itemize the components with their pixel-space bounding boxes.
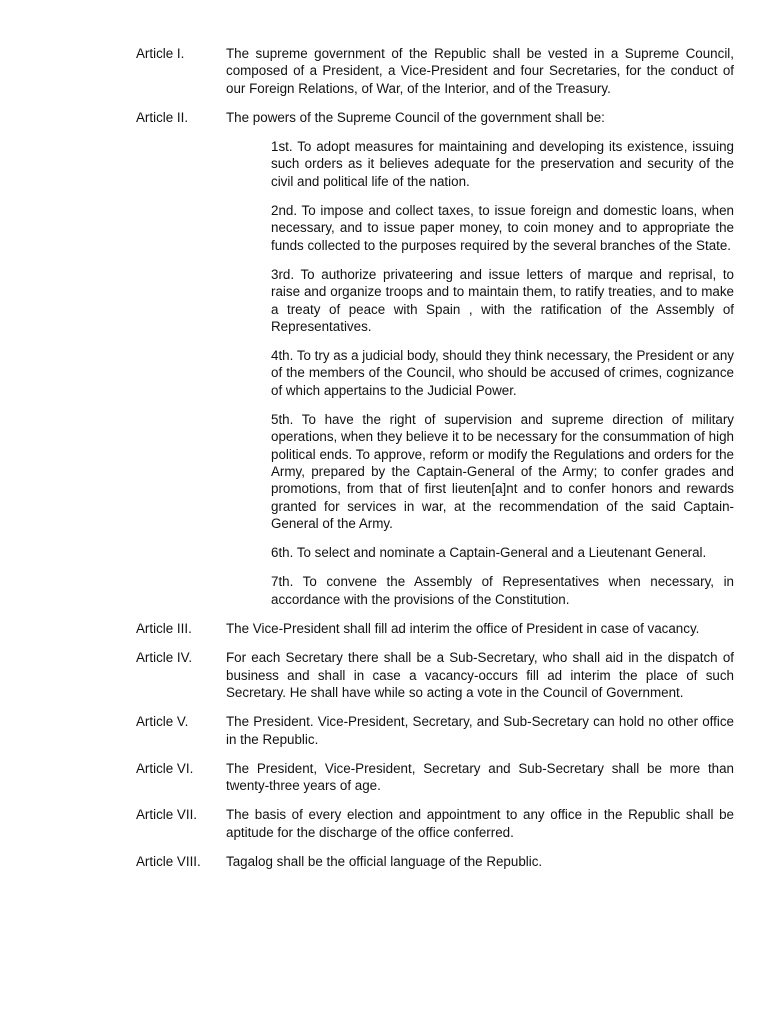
article-6 bbox=[136, 760, 734, 795]
power-item-1st: 1st. To adopt measures for maintaining and developing its existence, issuing such orders as it believes adequate for the preservation and security of the civil and political life of the nation. bbox=[271, 139, 734, 189]
powers-list bbox=[271, 138, 734, 608]
article-8 bbox=[136, 853, 734, 870]
article-text: The Vice-President shall fill ad interim the office of President in case of vacancy. bbox=[226, 621, 700, 637]
article-body bbox=[226, 853, 734, 870]
article-text: The supreme government of the Republic shall be vested in a Supreme Council, composed of a President, a Vice-President and four Secretaries, for the conduct of our Foreign Relations, of War, of the Interior, and of the Treasury. bbox=[226, 46, 734, 96]
article-label: Article VIII. bbox=[136, 853, 201, 869]
article-body bbox=[226, 713, 734, 748]
article-text: The powers of the Supreme Council of the government shall be: bbox=[226, 109, 605, 125]
article-3 bbox=[136, 620, 734, 637]
article-body bbox=[226, 806, 734, 841]
article-label: Article VI. bbox=[136, 760, 194, 776]
article-body bbox=[226, 649, 734, 701]
article-body bbox=[226, 45, 734, 97]
power-item-6th: 6th. To select and nominate a Captain-General and a Lieutenant General. bbox=[271, 545, 707, 561]
power-item-3rd: 3rd. To authorize privateering and issue letters of marque and reprisal, to raise and organize troops and to maintain them, to ratify treaties, and to make a treaty of peace with Spain , with the ratification of the Assembly of Representatives. bbox=[271, 266, 734, 334]
article-1 bbox=[136, 45, 734, 97]
article-body bbox=[226, 620, 734, 637]
article-text: Tagalog shall be the official language of the Republic. bbox=[226, 853, 543, 869]
power-item-7th: 7th. To convene the Assembly of Representatives when necessary, in accordance with the provisions of the Constitution. bbox=[271, 574, 734, 607]
article-text: The President. Vice-President, Secretary, and Sub-Secretary can hold no other office in the Republic. bbox=[226, 714, 734, 747]
power-item-4th: 4th. To try as a judicial body, should they think necessary, the President or any of the members of the Council, who should be accused of crimes, cognizance of which appertains to the Judicial Power. bbox=[271, 348, 734, 398]
article-label: Article III. bbox=[136, 621, 192, 637]
article-label: Article IV. bbox=[136, 650, 193, 666]
article-body bbox=[226, 760, 734, 795]
article-label: Article I. bbox=[136, 46, 185, 61]
power-item-5th: 5th. To have the right of supervision and supreme direction of military operations, when they believe it to be necessary for the consummation of high political ends. To approve, reform or modify the Regulations and orders for the Army, prepared by the Captain-General of the Army; to confer grades and promotions, from that of first lieuten[a]nt and to confer honors and rewards granted for services in war, at the recommendation of the said Captain-General of the Army. bbox=[271, 412, 734, 531]
article-4 bbox=[136, 649, 734, 701]
article-7 bbox=[136, 806, 734, 841]
article-text: The President, Vice-President, Secretary and Sub-Secretary shall be more than twenty-three years of age. bbox=[226, 760, 734, 794]
article-2 bbox=[136, 109, 734, 608]
article-5 bbox=[136, 713, 734, 748]
article-label: Article II. bbox=[136, 109, 189, 125]
power-item-2nd: 2nd. To impose and collect taxes, to issue foreign and domestic loans, when necessary, and to issue paper money, to coin money and to appropriate the funds collected to the purposes required by the several branches of the State. bbox=[271, 203, 734, 253]
article-label: Article V. bbox=[136, 714, 189, 730]
article-body bbox=[226, 109, 734, 608]
document-page bbox=[136, 45, 734, 882]
article-text: For each Secretary there shall be a Sub-Secretary, who shall aid in the dispatch of business and shall in case a vacancy-occurs fill ad interim the place of such Secretary. He shall have while so acting a vote in the Council of Government. bbox=[226, 650, 734, 700]
article-label: Article VII. bbox=[136, 807, 198, 823]
article-text: The basis of every election and appointment to any office in the Republic shall be aptitude for the discharge of the office conferred. bbox=[226, 807, 734, 840]
